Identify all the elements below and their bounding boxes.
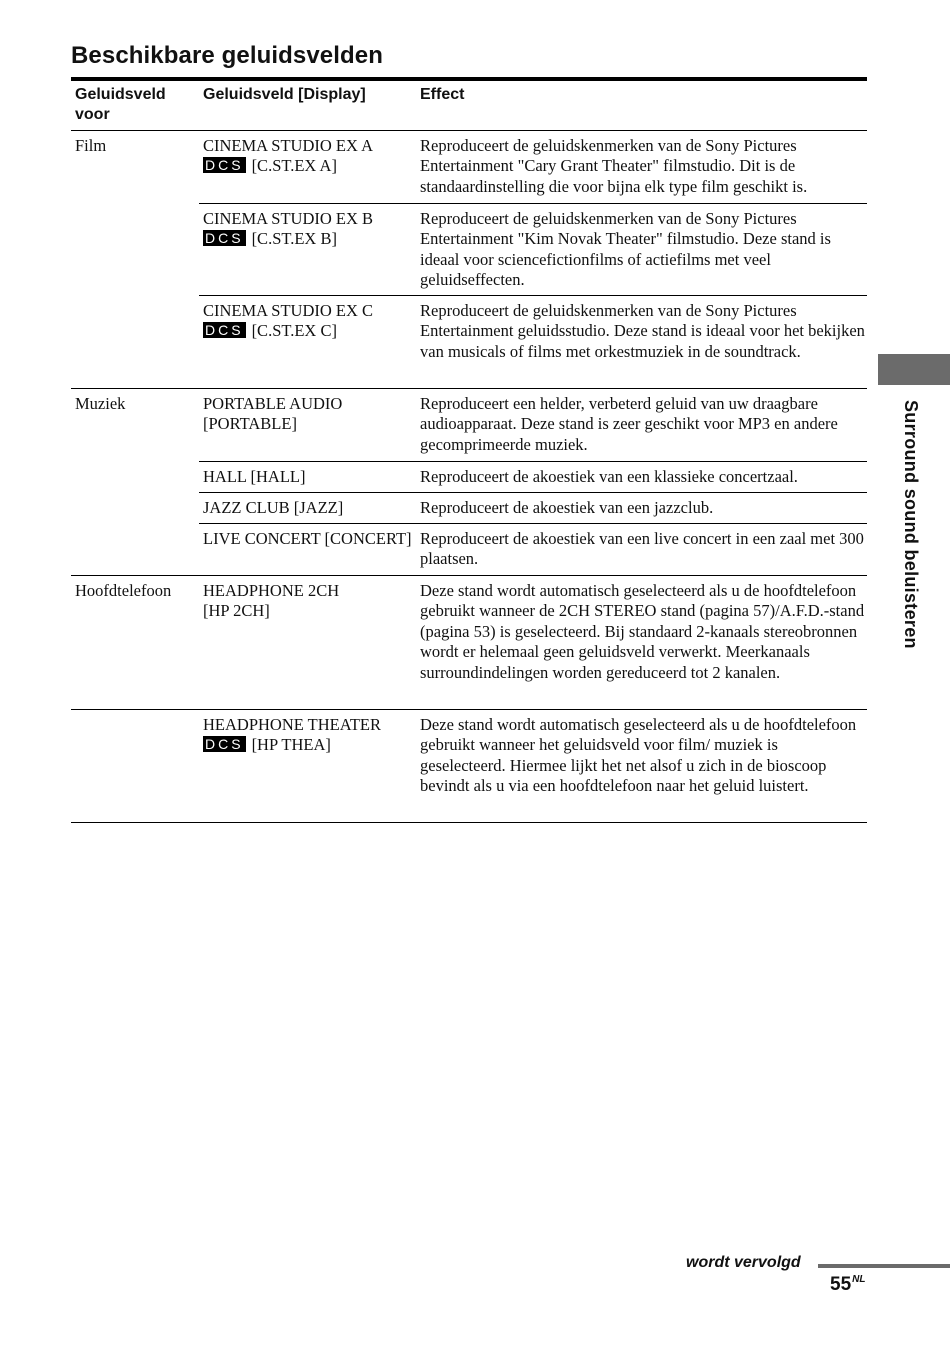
table-row — [71, 389, 867, 462]
row-category: Muziek — [75, 394, 126, 413]
row-display: [C.ST.EX A] — [251, 156, 337, 176]
table-row — [71, 524, 867, 576]
row-category: Hoofdtelefoon — [75, 581, 172, 600]
continued-label: wordt vervolgd — [686, 1254, 801, 1271]
dcs-badge: DCS — [205, 230, 244, 247]
dcs-badge: DCS — [205, 322, 244, 339]
row-effect: Reproduceert een helder, verbeterd geluid van uw draagbare audioapparaat. Deze stand is zeer geschikt voor MP3 en andere gecomprimeerde muziek. — [420, 394, 838, 454]
row-effect: Reproduceert de akoestiek van een klassieke concertzaal. — [420, 467, 798, 486]
table-row — [71, 710, 867, 823]
row-sound-field — [203, 581, 413, 622]
row-sound-field-name: PORTABLE AUDIO [PORTABLE] — [203, 394, 343, 434]
row-effect: Reproduceert de geluidskenmerken van de Sony Pictures Entertainment geluidsstudio. Deze stand is ideaal voor het bekijken van musicals of films met orkestmuziek in de soundtrack. — [420, 301, 865, 361]
row-divider — [71, 822, 867, 823]
row-sound-field — [203, 301, 413, 342]
table-row — [71, 576, 867, 710]
table-header — [71, 81, 867, 131]
row-sound-field-name: CINEMA STUDIO EX C — [203, 301, 374, 320]
table-row — [71, 296, 867, 389]
header-sound-field-display: Geluidsveld [Display] — [203, 86, 366, 103]
row-display: [C.ST.EX B] — [251, 229, 337, 249]
page-title: Beschikbare geluidsvelden — [71, 42, 383, 69]
header-effect: Effect — [420, 86, 465, 103]
table-row — [71, 204, 867, 296]
table-row — [71, 131, 867, 204]
row-display: [C.ST.EX C] — [251, 321, 337, 341]
continued-bar — [818, 1264, 950, 1268]
section-tab-marker — [878, 354, 950, 385]
row-effect: Reproduceert de geluidskenmerken van de Sony Pictures Entertainment "Cary Grant Theater" filmstudio. Dit is de standaardinstelling die voor bijna elk type film geschikt is. — [420, 136, 808, 196]
row-sound-field-name: LIVE CONCERT [CONCERT] — [203, 529, 412, 548]
sound-field-table — [71, 81, 867, 823]
row-sound-field — [203, 715, 413, 756]
table-row — [71, 462, 867, 493]
row-display: [HP THEA] — [251, 735, 331, 755]
row-sound-field-name: HALL [HALL] — [203, 467, 306, 486]
row-effect: Reproduceert de akoestiek van een live concert in een zaal met 300 plaatsen. — [420, 529, 864, 569]
row-sound-field-name: CINEMA STUDIO EX B — [203, 209, 374, 228]
table-row — [71, 493, 867, 524]
row-sound-field-name: HEADPHONE 2CH — [203, 581, 340, 600]
row-category: Film — [75, 136, 107, 155]
row-effect: Reproduceert de akoestiek van een jazzclub. — [420, 498, 714, 517]
section-side-label: Surround sound beluisteren — [901, 400, 921, 649]
dcs-badge: DCS — [205, 157, 244, 174]
row-effect: Deze stand wordt automatisch geselecteerd als u de hoofdtelefoon gebruikt wanneer het geluidsveld voor film/ muziek is geselecteerd. Hiermee lijkt het net alsof u zich in de bioscoop bevindt als u via een hoofdtelefoon naar het geluid luistert. — [420, 715, 857, 796]
row-effect: Reproduceert de geluidskenmerken van de Sony Pictures Entertainment "Kim Novak Theater" filmstudio. Deze stand is ideaal voor sciencefictionfilms of actiefilms met veel geluidseffecten. — [420, 209, 831, 290]
page-number-suffix: NL — [852, 1274, 866, 1285]
row-sound-field-name: JAZZ CLUB [JAZZ] — [203, 498, 344, 517]
row-effect: Deze stand wordt automatisch geselecteerd als u de hoofdtelefoon gebruikt wanneer de 2CH STEREO stand (pagina 57)/A.F.D.-stand (pagina 53) is geselecteerd. Bij standaard 2-kanaals stereobronnen wordt er helemaal geen geluidsveld verwerkt. Meerkanaals surroundindelingen worden gereduceerd tot 2 kanalen. — [420, 581, 865, 682]
row-sound-field — [203, 136, 413, 177]
dcs-badge: DCS — [205, 736, 244, 753]
row-sound-field — [203, 209, 413, 250]
page-number-value: 55 — [830, 1274, 852, 1295]
row-sound-field-name: HEADPHONE THEATER — [203, 715, 381, 734]
row-display: [HP 2CH] — [203, 601, 270, 621]
header-sound-field-for: Geluidsveld voor — [75, 86, 166, 123]
page-number — [830, 1274, 865, 1296]
row-sound-field-name: CINEMA STUDIO EX A — [203, 136, 374, 155]
